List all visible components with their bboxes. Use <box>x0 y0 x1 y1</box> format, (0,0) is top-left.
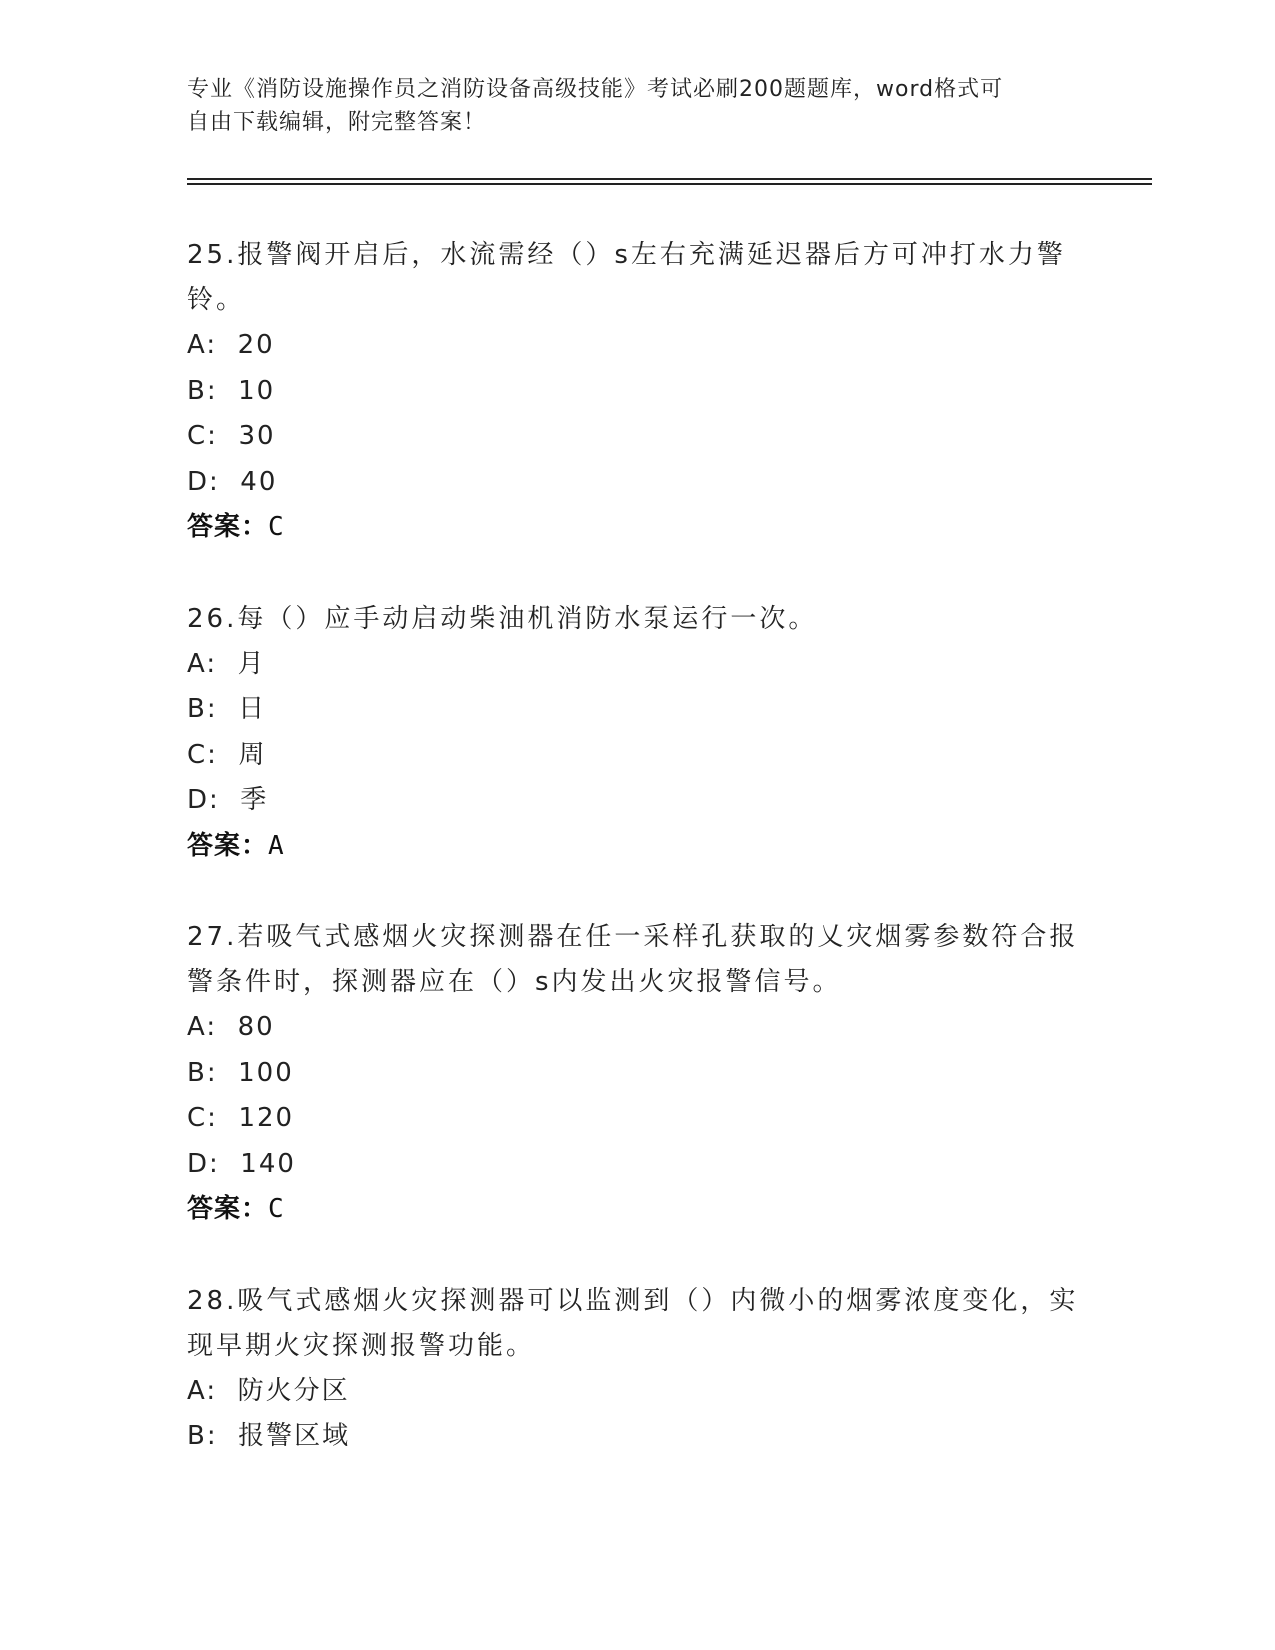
answer-line <box>187 824 1087 870</box>
answer-value: C <box>268 512 285 542</box>
question-list <box>187 233 1087 1506</box>
option-a: A: 月 <box>187 648 266 679</box>
answer-line <box>187 505 1087 551</box>
option-d: D: 140 <box>187 1148 296 1179</box>
question-text-line-1: 27.若吸气式感烟火灾探测器在任一采样孔获取的乂灾烟雾参数符合报 <box>187 922 1079 952</box>
question-25 <box>187 233 1087 551</box>
answer-value: C <box>268 1194 285 1224</box>
option-b: B: 日 <box>187 694 267 724</box>
question-text-line-2: 现早期火灾探测报警功能。 <box>187 1330 536 1361</box>
question-text-line-1: 28.吸气式感烟火灾探测器可以监测到（）内微小的烟雾浓度变化，实 <box>187 1285 1079 1316</box>
header-line-1: 专业《消防设施操作员之消防设备高级技能》考试必刷200题题库，word格式可 <box>187 77 1004 102</box>
option-b: B: 报警区域 <box>187 1421 351 1451</box>
option-b: B: 10 <box>187 375 276 406</box>
answer-line <box>187 1187 1087 1233</box>
option-d: D: 40 <box>187 466 278 497</box>
option-a: A: 80 <box>187 1012 275 1042</box>
option-a: A: 防火分区 <box>187 1375 350 1406</box>
question-text-line-1: 25.报警阀开启后，水流需经（）s左右充满延迟器后方可冲打水力警 <box>187 240 1066 270</box>
answer-label: 答案： <box>187 830 269 861</box>
question-text-line-2: 警条件时，探测器应在（）s内发出火灾报警信号。 <box>187 967 842 997</box>
answer-label: 答案： <box>187 1194 269 1224</box>
header-divider-bottom <box>187 183 1152 185</box>
document-header <box>187 73 1067 139</box>
answer-value: A <box>268 830 285 861</box>
option-c: C: 周 <box>187 739 267 770</box>
option-d: D: 季 <box>187 785 269 815</box>
question-28 <box>187 1279 1087 1460</box>
answer-label: 答案： <box>187 512 269 542</box>
question-text-line-2: 铃。 <box>187 285 246 315</box>
option-c: C: 30 <box>187 421 276 451</box>
header-divider-top <box>187 178 1152 180</box>
option-c: C: 120 <box>187 1103 295 1133</box>
question-26 <box>187 597 1087 870</box>
question-text-line-1: 26.每（）应手动启动柴油机消防水泵运行一次。 <box>187 603 818 634</box>
header-line-2: 自由下载编辑，附完整答案！ <box>187 110 487 135</box>
option-b: B: 100 <box>187 1057 294 1088</box>
question-27 <box>187 915 1087 1233</box>
option-a: A: 20 <box>187 330 275 360</box>
